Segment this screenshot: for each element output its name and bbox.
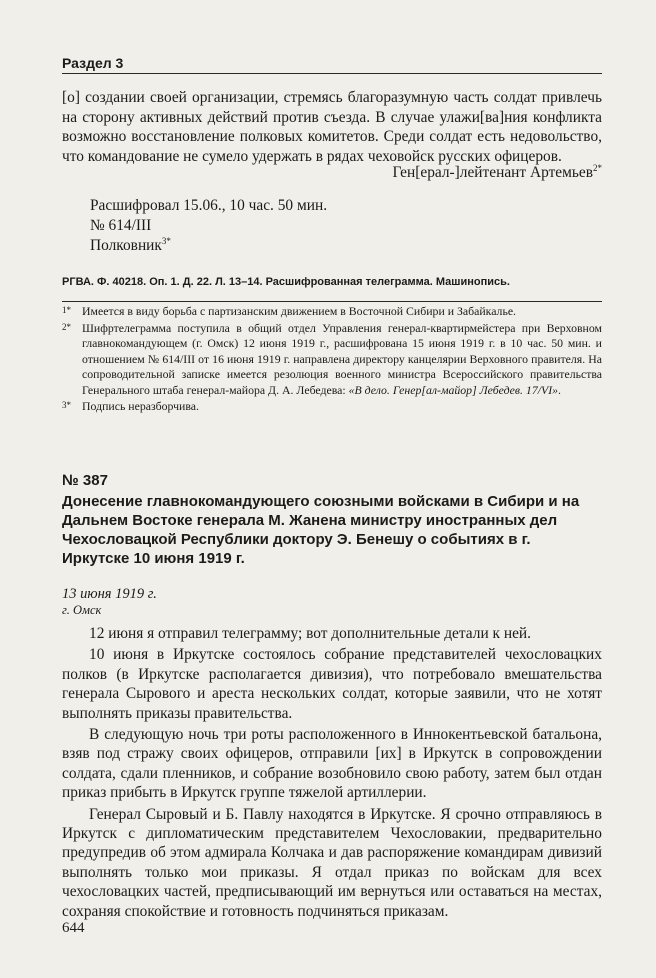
archive-reference: РГВА. Ф. 40218. Оп. 1. Д. 22. Л. 13–14. Расшифрованная телеграмма. Машинопись. xyxy=(62,276,510,288)
document-number: № 387 xyxy=(62,472,108,489)
signature-footnote-mark: 2* xyxy=(593,162,602,173)
body-paragraph: 12 июня я отправил телеграмму; вот дополнительные детали к ней. xyxy=(89,625,532,642)
body-paragraph: 10 июня в Иркутске состоялось собрание представителей чехословацких полков (в Иркутске располагается дивизия), что потребовало вмешательства генерала Сырового и ареста нескольких солдат, которые заявили, что не хотят выполнять приказы правительства. xyxy=(62,646,602,722)
stamp-footnote-mark: 3* xyxy=(161,235,171,246)
signature xyxy=(392,163,602,182)
footnote-text: Подпись неразборчива. xyxy=(82,399,199,413)
stamp-line xyxy=(90,236,490,256)
footnote-mark: 3* xyxy=(62,400,71,410)
footnote-text: Имеется в виду борьба с партизанским движением в Восточной Сибири и Забайкалье. xyxy=(82,304,517,318)
page-number: 644 xyxy=(62,920,85,936)
document-body xyxy=(62,624,602,923)
section-label: Раздел 3 xyxy=(62,55,124,71)
decipher-stamp xyxy=(90,196,490,256)
body-paragraph: В следующую ночь три роты расположенного в Иннокентьевской батальона, взяв под стражу своих офицеров, отправили [их] в Иркутск в сопровождении солдата, сдали пленников, и собрание возобновило свою работу, затем был отдан приказ прибыть в Иркутск группе тяжелой артиллерии. xyxy=(62,726,602,802)
signature-text: Ген[ерал-]лейтенант Артемьев xyxy=(392,164,593,181)
document-date: 13 июня 1919 г. xyxy=(62,586,157,602)
stamp-colonel: Полковник xyxy=(90,237,162,254)
footnote xyxy=(62,304,602,320)
footnote-text-part: Шифртелеграмма поступила в общий отдел Управления генерал-квартирмейстера при Верховном главнокомандующем (г. Омск) 12 июня 1919 г., расшифрована 15 июня 1919 г. в 10 час. 50 мин. и отношением № 614/III от 16 июня 1919 г. направлена директору канцелярии Верховного правителя. На сопроводительной записке имеется резолюция военного министра Всероссийского правительства Генерального штаба генерал-майора Д. А. Лебедева: xyxy=(82,320,602,397)
footnote xyxy=(62,399,602,415)
footnote-resolution-quote: «В дело. Генер[ал-майор] Лебедев. 17/VI» xyxy=(348,382,559,397)
previous-document-paragraph: [о] создании своей организации, стремясь благоразумную часть солдат привлечь на сторону активных действий против съезда. В случае улажи[ва]ния конфликта возможно восстановление полковых комитетов. Среди солдат есть недовольство, что командование не сумело удержать в рядах чеховойск русских офицеров. xyxy=(62,89,602,165)
stamp-line: № 614/III xyxy=(90,217,152,234)
footnote-text-part: . xyxy=(558,382,561,397)
footnote-mark: 2* xyxy=(62,321,71,332)
footnote-text xyxy=(82,321,602,399)
stamp-line: Расшифровал 15.06., 10 час. 50 мин. xyxy=(90,197,328,214)
footnote-mark: 1* xyxy=(62,305,71,315)
footnote xyxy=(62,321,602,399)
document-title: Донесение главнокомандующего союзными войсками в Сибири и на Дальнем Востоке генерала М. Жанена министру иностранных дел Чехословацкой Республики доктору Э. Бенешу о событиях в г. Иркутске 10 июня 1919 г. xyxy=(62,493,580,567)
header-rule xyxy=(62,73,602,74)
document-place: г. Омск xyxy=(62,603,102,617)
footnotes xyxy=(62,304,602,416)
footnote-rule xyxy=(62,301,602,302)
previous-document-ending xyxy=(62,88,602,166)
body-paragraph: Генерал Сыровый и Б. Павлу находятся в Иркутске. Я срочно отправляюсь в Иркутск с дипломатическим представителем Чехословакии, предварительно предупредив об этом адмирала Колчака и дав распоряжение командирам дивизий выполнять только мои приказы. Я отдал приказ по войскам для всех чехословацких частей, предписывающий им вернуться или оставаться на местах, сохраняя спокойствие и готовность подчиняться приказам. xyxy=(62,805,602,920)
